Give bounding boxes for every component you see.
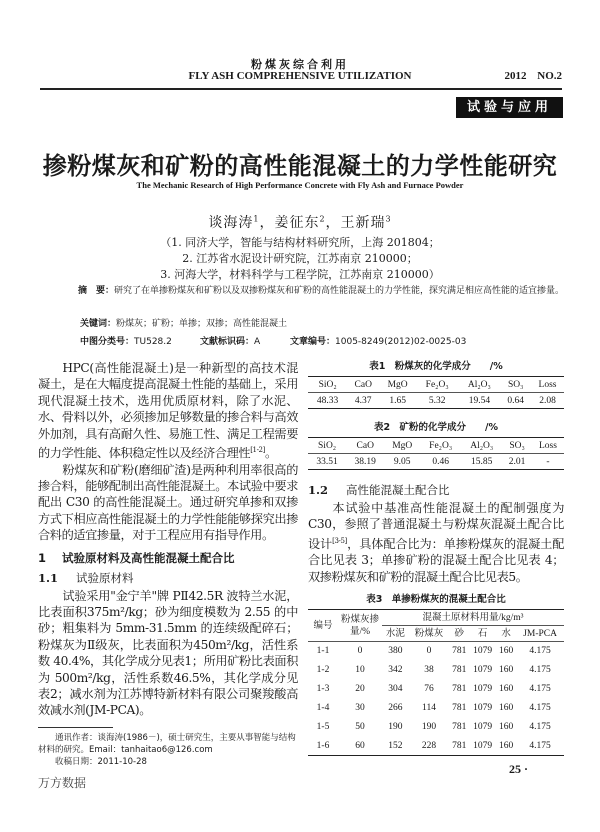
paragraph xyxy=(308,500,564,585)
table-cell: 190 xyxy=(388,722,403,733)
doc-code-label: 文献标识码： xyxy=(200,337,255,347)
author-sup: 1 xyxy=(253,214,260,224)
abstract xyxy=(60,285,565,298)
table-cell: 160 xyxy=(499,703,514,714)
table-cell: 19.54 xyxy=(468,395,491,406)
table2-caption: 表2 矿粉的化学成分 /% xyxy=(373,422,499,433)
author-sup: 2 xyxy=(319,214,326,224)
table-cell: 10 xyxy=(355,665,365,676)
table-cell: 781 xyxy=(452,665,467,676)
table-cell: 15.85 xyxy=(471,456,493,467)
table-row xyxy=(308,737,564,756)
table-cell: 1079 xyxy=(473,740,493,751)
table-header: Loss xyxy=(532,438,564,454)
author-list: 谈海涛$^1$，姜征东$^2$，王新瑞$^3$ xyxy=(208,214,392,231)
table-cell: 1-2 xyxy=(316,665,330,676)
table-row xyxy=(308,699,564,718)
table-header-row xyxy=(308,377,564,393)
table3-caption: 表3 单掺粉煤灰的混凝土配合比 xyxy=(366,594,506,606)
table-cell: 30 xyxy=(355,703,365,714)
table-cell: 1079 xyxy=(473,684,493,695)
footnote-received: 收稿日期：2011-10-28 xyxy=(55,756,147,767)
paragraph xyxy=(38,588,298,719)
citation: [1-2] xyxy=(250,446,265,455)
issue-label: 2012 NO.2 xyxy=(504,70,562,82)
table1-caption: 表1 粉煤灰的化学成分 /% xyxy=(369,361,503,372)
author-name: 姜征东 xyxy=(274,215,320,231)
author-name: 王新瑞 xyxy=(340,215,386,231)
table-cell: 4.175 xyxy=(529,722,551,733)
table-cell: 342 xyxy=(388,665,403,676)
table1 xyxy=(308,376,564,409)
table-cell: 228 xyxy=(421,740,437,751)
footnote-rule xyxy=(38,727,113,728)
table-cell: 781 xyxy=(452,646,467,657)
paragraph-text: HPC(高性能混凝土)是一种新型的高技术混凝土，是在大幅度提高混凝土性能的基础上，采用现代混凝土技术，选用优质原材料，除了水泥、水、骨料以外，必须掺加足够数量的掺合料与高效外加剂，具有高耐久性、易施工性、满足工程需要的力学性能、体积稳定性以及经济合理性 xyxy=(38,361,298,461)
table-cell: 1-6 xyxy=(316,740,330,751)
table-header-row xyxy=(308,438,564,454)
affiliation: （1. 同济大学，智能与结构材料研究所，上海 201804； xyxy=(160,236,440,249)
table-row xyxy=(308,393,564,409)
keywords-text: 粉煤灰；矿粉；单掺；双掺；高性能混凝土 xyxy=(116,319,288,329)
table-cell: 48.33 xyxy=(316,395,339,406)
paragraph-text: 。 xyxy=(264,446,277,461)
table-cell: 152 xyxy=(388,740,403,751)
table-header: Loss xyxy=(531,377,564,393)
table-header: 砂 xyxy=(454,628,464,639)
table-cell: 380 xyxy=(388,646,403,657)
table-cell: 1-1 xyxy=(316,646,330,657)
table-header: JM-PCA xyxy=(523,628,557,639)
watermark-wanfang: 万方数据 xyxy=(38,775,87,790)
section-title: 试验原材料 xyxy=(76,570,134,585)
article-number xyxy=(290,336,466,348)
table-header: 编号 xyxy=(313,620,333,631)
paragraph-block xyxy=(38,360,298,544)
table-header: Al₂O₃ xyxy=(461,438,502,454)
table-row xyxy=(308,680,564,699)
table-cell: 1-4 xyxy=(316,703,330,714)
clc-label: 中图分类号： xyxy=(80,337,135,347)
table-row xyxy=(308,642,564,661)
table3 xyxy=(308,609,564,756)
table-header: 粉煤灰掺量/% xyxy=(340,614,379,637)
table2 xyxy=(308,437,564,470)
table-header: 石 xyxy=(477,628,488,639)
table-cell: 4.175 xyxy=(529,684,551,695)
table-cell: 114 xyxy=(422,703,436,714)
section-heading-1-2 xyxy=(308,482,564,498)
table-header: CaO xyxy=(346,438,384,454)
table-cell: 2.01 xyxy=(508,456,526,467)
table-cell: 33.51 xyxy=(316,456,338,467)
table-header: SO₃ xyxy=(500,377,531,393)
table-cell: 0 xyxy=(426,646,432,657)
table-cell: 76 xyxy=(424,684,434,695)
author-name: 谈海涛 xyxy=(208,215,254,231)
table-cell: 4.175 xyxy=(529,703,551,714)
table-cell: 160 xyxy=(499,740,514,751)
abstract-text: 研究了在单掺粉煤灰和矿粉以及双掺粉煤灰和矿粉的高性能混凝土的力学性能，探究满足相应高性能的适宜掺量。 xyxy=(114,286,565,296)
table-cell: 781 xyxy=(452,703,467,714)
table-header-row xyxy=(308,610,564,626)
article-number-label: 文章编号： xyxy=(290,337,336,347)
left-column xyxy=(38,360,298,791)
right-column xyxy=(308,360,564,777)
table-cell: 0 xyxy=(357,646,363,657)
table-cell: 304 xyxy=(388,684,403,695)
table-header: 粉煤灰 xyxy=(414,628,444,639)
table-row xyxy=(308,454,564,470)
table-cell: 2.08 xyxy=(539,395,556,406)
section-number: 1.2 xyxy=(308,483,329,497)
doc-code-value: A xyxy=(254,337,261,347)
table-header: Fe₂O₃ xyxy=(420,438,461,454)
table-cell: 50 xyxy=(355,722,365,733)
table-cell: 0.46 xyxy=(432,456,449,467)
table-cell: 4.175 xyxy=(529,740,551,751)
article-title-en: The Mechanic Research of High Performance Concrete with Fly Ash and Furnace Powder xyxy=(136,180,464,190)
table-header: CaO xyxy=(347,377,379,393)
affiliation: 2. 江苏省水泥设计研究院，江苏南京 210000； xyxy=(182,252,418,265)
table-header: MgO xyxy=(384,438,420,454)
table-cell: 38.19 xyxy=(354,456,376,467)
paragraph-text: ，具体配合比为：单掺粉煤灰的混凝土配合比见表 3；单掺矿粉的混凝土配合比见表 4；双掺粉煤灰和矿粉的混凝土配合比见表5。 xyxy=(308,536,564,584)
table-cell: 1-3 xyxy=(316,684,330,695)
section-heading-1-1 xyxy=(38,570,298,586)
section-number: 1 xyxy=(38,550,47,565)
table-header: Fe₂O₃ xyxy=(416,377,458,393)
table-header: MgO xyxy=(379,377,416,393)
paragraph-text: 本试验中基准高性能混凝土的配制强度为 C30，参照了普通混凝土与粉煤灰混凝土配合比设计 xyxy=(308,501,564,551)
keywords xyxy=(80,318,287,330)
section-number: 1.1 xyxy=(38,570,59,585)
table-cell: 4.175 xyxy=(529,646,551,657)
affiliation: 3. 河海大学，材料科学与工程学院，江苏南京 210000） xyxy=(160,268,440,281)
table-cell: 266 xyxy=(388,703,403,714)
doc-code xyxy=(200,336,260,348)
citation: [3-5] xyxy=(332,536,347,545)
header-rule xyxy=(40,88,562,90)
table-cell: 9.05 xyxy=(393,456,411,467)
table-cell: 1079 xyxy=(473,665,493,676)
author-sup: 3 xyxy=(385,214,392,224)
table-header: Al₂O₃ xyxy=(458,377,500,393)
article-number-value: 1005-8249(2012)02-0025-03 xyxy=(335,337,467,347)
article-title: 掺粉煤灰和矿粉的高性能混凝土的力学性能研究 xyxy=(42,151,558,180)
table-cell: 5.32 xyxy=(428,395,446,406)
table-cell: 1079 xyxy=(473,722,493,733)
section-heading-1 xyxy=(38,550,298,566)
table-row xyxy=(308,661,564,680)
table-cell: 160 xyxy=(499,665,514,676)
table-cell: 0.64 xyxy=(507,395,525,406)
table-header: SiO₂ xyxy=(308,438,346,454)
paragraph xyxy=(38,360,298,462)
clc-number xyxy=(80,336,172,348)
table-header: 水泥 xyxy=(385,628,405,639)
table-cell: 38 xyxy=(424,665,434,676)
table-cell: 60 xyxy=(355,740,365,751)
paragraph-text: 试验采用"金宁羊"牌 PⅡ42.5R 波特兰水泥，比表面积375m²/kg；砂为细度模数为 2.55 的中砂；粗集料为 5mm-31.5mm 的连续级配碎石；粉煤灰为Ⅱ级灰，比表面积为450m²/kg，活性系数 40.4%，其化学成分见表1；所用矿粉比表面积为 500m²/kg，活性系数46.5%，其化学成分见表2；减水剂为江苏博特新材料有限公司聚羧酸高效减水剂(JM-PCA)。 xyxy=(38,588,298,718)
paragraph: 粉煤灰和矿粉(磨细矿渣)是两种利用率很高的掺合料，能够配制出高性能混凝土。本试验中要求配出 C30 的高性能混凝土。通过研究单掺和双掺方式下相应高性能混凝土的力学性能能够探究出掺合料的适宜掺量，对于工程应用有指导作用。 xyxy=(38,462,298,543)
table-cell: 160 xyxy=(499,646,514,657)
table-cell: 781 xyxy=(452,722,467,733)
table-row xyxy=(308,718,564,737)
table-cell: 160 xyxy=(499,722,514,733)
table-header: SiO₂ xyxy=(308,377,347,393)
table-header: 水 xyxy=(501,628,511,639)
journal-name-en: FLY ASH COMPREHENSIVE UTILIZATION xyxy=(188,70,412,82)
table-header: 混凝土原材料用量/kg/m³ xyxy=(382,610,564,626)
clc-value: TU528.2 xyxy=(134,337,172,347)
table-cell: 1.65 xyxy=(389,395,406,406)
table-cell: 190 xyxy=(421,722,437,733)
table-cell: 1-5 xyxy=(316,722,330,733)
keywords-label: 关键词： xyxy=(80,319,117,329)
footnote-author: 通讯作者：谈海涛(1986－)，硕士研究生，主要从事智能与结构材料的研究。Email：tanhaitao6@126.com xyxy=(38,732,296,755)
section-title: 高性能混凝土配合比 xyxy=(346,483,450,497)
section-title: 试验原材料及高性能混凝土配合比 xyxy=(62,550,235,565)
abstract-label: 摘 要： xyxy=(78,286,115,296)
table-cell: 1079 xyxy=(473,646,493,657)
table-cell: 1079 xyxy=(473,703,493,714)
section-tag: 试验与应用 xyxy=(456,97,563,118)
table-cell: 160 xyxy=(499,684,514,695)
table-cell: 4.175 xyxy=(529,665,551,676)
table-header: SO₃ xyxy=(502,438,532,454)
table-cell: 781 xyxy=(452,740,467,751)
table-cell: - xyxy=(546,456,550,467)
table-cell: 20 xyxy=(355,684,365,695)
page-number: 25 · xyxy=(508,762,528,777)
journal-name-cn: 粉煤灰综合利用 xyxy=(251,58,349,71)
table-cell: 4.37 xyxy=(354,395,372,406)
table-cell: 781 xyxy=(452,684,467,695)
